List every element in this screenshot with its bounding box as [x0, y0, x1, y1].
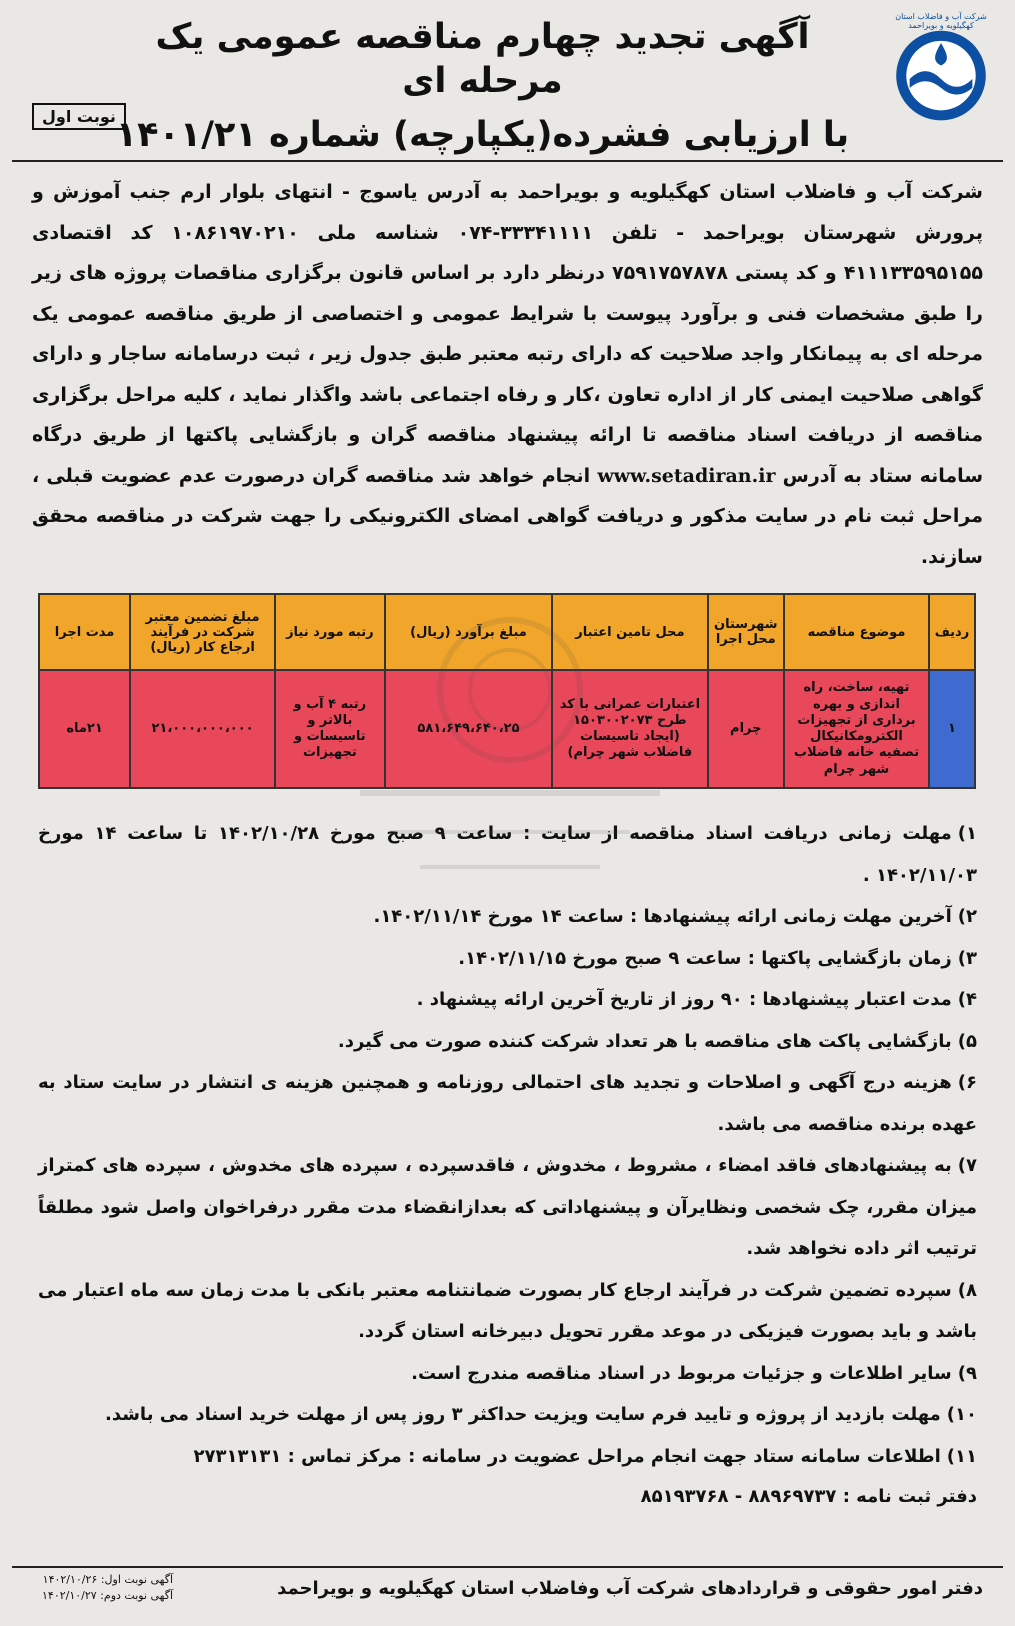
header-row-number: ردیف: [929, 594, 975, 670]
table-row: [39, 670, 975, 788]
item-text: مدت اعتبار پیشنهادها : ۹۰ روز از تاریخ آخرین ارائه پیشنهاد .: [416, 989, 952, 1010]
item-number: ۱): [957, 823, 978, 844]
intro-paragraph: [32, 172, 983, 577]
cell-row-number: ۱: [929, 670, 975, 788]
list-item: [38, 1145, 977, 1270]
list-item: [38, 1270, 977, 1353]
notice-footer: [12, 1566, 1003, 1616]
item-text: هزینه درج آگهی و اصلاحات و تجدید های احتمالی روزنامه و همچنین هزینه ی انتشار در سایت ستاد به عهده برنده مناقصه می باشد.: [38, 1072, 977, 1135]
cell-grade: رتبه ۴ آب و بالاتر و تاسیسات و تجهیزات: [275, 670, 385, 788]
setadiran-link[interactable]: www.setadiran.ir: [597, 464, 776, 487]
header-estimate: مبلغ برآورد (ریال): [385, 594, 553, 670]
item-text: مهلت بازدید از پروژه و تایید فرم سایت ویزیت حداکثر ۳ روز پس از مهلت خرید اسناد می باشد.: [105, 1404, 941, 1425]
item-text: آخرین مهلت زمانی ارائه پیشنهادها : ساعت ۱۴ مورخ ۱۴۰۲/۱۱/۱۴.: [373, 906, 952, 927]
item-number: ۲): [957, 906, 977, 927]
header-duration: مدت اجرا: [39, 594, 130, 670]
header-grade: رتبه مورد نیاز: [275, 594, 385, 670]
title-line-2: با ارزیابی فشرده(یکپارچه) شماره ۱۴۰۱/۲۱: [115, 114, 850, 155]
item-number: ۳): [957, 947, 977, 969]
notice-header: [12, 10, 1003, 162]
header-city: شهرستان محل اجرا: [708, 594, 785, 670]
list-item: [38, 1436, 977, 1478]
list-item: [38, 896, 977, 938]
item-text: بازگشایی پاکت های مناقصه با هر تعداد شرکت کننده صورت می گیرد.: [337, 1030, 952, 1052]
list-item: [38, 1394, 977, 1436]
intro-text-after-url: انجام خواهد شد مناقصه گران درصورت عدم عضویت قبلی ، مراحل ثبت نام در سایت مذکور و دریافت گواهی امضای الکترونیکی را جهت شرکت در مناقصه محقق سازند.: [32, 464, 983, 568]
logo-tagline: شرکت آب و فاضلاب استان کهگیلویه و بویراحمد: [895, 12, 987, 30]
header-subject: موضوع مناقصه: [784, 594, 929, 670]
item-text: مهلت زمانی دریافت اسناد مناقصه از سایت : ساعت ۹ صبح مورخ ۱۴۰۲/۱۰/۲۸ تا ساعت ۱۴ مورخ ۱۴۰۲/۱۱/۰۳ .: [38, 823, 977, 886]
list-item: [38, 813, 977, 896]
round-badge: نوبت اول: [32, 103, 126, 130]
item-text: سپرده تضمین شرکت در فرآیند ارجاع کار بصورت ضمانتنامه معتبر بانکی با مدت زمان سه ماه اعتبار می باشد و باید بصورت فیزیکی در موعد مقرر تحویل دبیرخانه استان گردد.: [38, 1279, 977, 1342]
list-item: [38, 1021, 977, 1063]
registry-office-phones: دفتر ثبت نامه : ۸۸۹۶۹۷۳۷ - ۸۵۱۹۳۷۶۸: [640, 1486, 977, 1507]
item-text: سایر اطلاعات و جزئیات مربوط در اسناد مناقصه مندرج است.: [411, 1362, 952, 1384]
table-header-row: [39, 594, 975, 670]
item-number: ۴): [957, 989, 977, 1010]
list-item: [38, 979, 977, 1021]
conditions-list: [38, 813, 977, 1477]
second-publication-date: آگهی نوبت دوم: ۱۴۰۲/۱۰/۲۷: [42, 1589, 174, 1602]
item-number: ۸): [957, 1279, 977, 1301]
item-number: ۹): [957, 1362, 977, 1384]
footer-office: دفتر امور حقوقی و قراردادهای شرکت آب وفاضلاب استان کهگیلویه و بویراحمد: [277, 1578, 983, 1599]
list-item: [38, 1353, 977, 1395]
water-company-logo-icon: [885, 14, 997, 126]
cell-guarantee: ۲۱،۰۰۰،۰۰۰،۰۰۰: [130, 670, 275, 788]
header-guarantee: مبلغ تضمین معتبر شرکت در فرآیند ارجاع کار (ریال): [130, 594, 275, 670]
cell-funding: اعتبارات عمرانی با کد طرح ۱۵۰۳۰۰۲۰۷۳ (ایجاد تاسیسات فاضلاب شهر چرام): [552, 670, 707, 788]
footer-dates: [42, 1572, 173, 1604]
cell-city: چرام: [708, 670, 785, 788]
intro-text-before-url: شرکت آب و فاضلاب استان کهگیلویه و بویراحمد به آدرس یاسوج - انتهای بلوار ارم جنب آموزش و پرورش شهرستان بویراحمد - تلفن ۳۳۳۴۱۱۱۱-۰۷۴ شناسه ملی ۱۰۸۶۱۹۷۰۲۱۰ کد اقتصادی ۴۱۱۱۳۳۵۹۵۱۵۵ و کد پستی ۷۵۹۱۷۵۷۸۷۸ درنظر دارد بر اساس قانون برگزاری مناقصات پروژه های زیر را طبق مشخصات فنی و برآورد پیوست با شرایط عمومی و اختصاصی از طریق مناقصه عمومی یک مرحله ای به پیمانکار واجد صلاحیت که دارای رتبه معتبر طبق جدول زیر ، ثبت درسامانه ساجار و دارای گواهی صلاحیت ایمنی کار از اداره تعاون ،کار و رفاه اجتماعی باشد واگذار نماید ، کلیه مراحل برگزاری مناقصه از دریافت اسناد مناقصه تا ارائه پیشنهاد مناقصه گران و بازگشایی پاکتها از طریق درگاه سامانه ستاد به آدرس: [32, 181, 984, 487]
item-number: ۵): [957, 1030, 977, 1052]
item-text: اطلاعات سامانه ستاد جهت انجام مراحل عضویت در سامانه : مرکز تماس : ۲۷۳۱۳۱۳۱: [193, 1445, 941, 1467]
cell-duration: ۲۱ماه: [39, 670, 130, 788]
header-funding: محل تامین اعتبار: [552, 594, 707, 670]
item-number: ۷): [957, 1155, 977, 1176]
list-item: [38, 938, 977, 980]
list-item: [38, 1062, 977, 1145]
title-line-1: آگهی تجدید چهارم مناقصه عمومی یک مرحله ای: [155, 17, 810, 101]
first-publication-date: آگهی نوبت اول: ۱۴۰۲/۱۰/۲۶: [42, 1573, 174, 1586]
item-text: زمان بازگشایی پاکتها : ساعت ۹ صبح مورخ ۱۴۰۲/۱۱/۱۵.: [458, 947, 952, 969]
notice-title: [12, 10, 1003, 157]
item-number: ۱۱): [946, 1445, 977, 1467]
item-text: به پیشنهادهای فاقد امضاء ، مشروط ، مخدوش ، فاقدسپرده ، سپرده های مخدوش ، سپرده های کمتراز میزان مقرر، چک شخصی ونظایرآن و پیشنهاداتی که بعدازانقضاء مدت مقرر درفراخوان واصل شود مطلقاً ترتیب اثر داده نخواهد شد.: [38, 1155, 977, 1259]
cell-subject: تهیه، ساخت، راه اندازی و بهره برداری از تجهیزات الکترومکانیکال تصفیه خانه فاضلاب شهر چرام: [784, 670, 929, 788]
cell-estimate: ۵۸۱،۶۴۹،۶۴۰،۲۵: [385, 670, 553, 788]
item-number: ۱۰): [946, 1404, 977, 1425]
tender-table: [38, 593, 976, 789]
item-number: ۶): [957, 1072, 977, 1093]
